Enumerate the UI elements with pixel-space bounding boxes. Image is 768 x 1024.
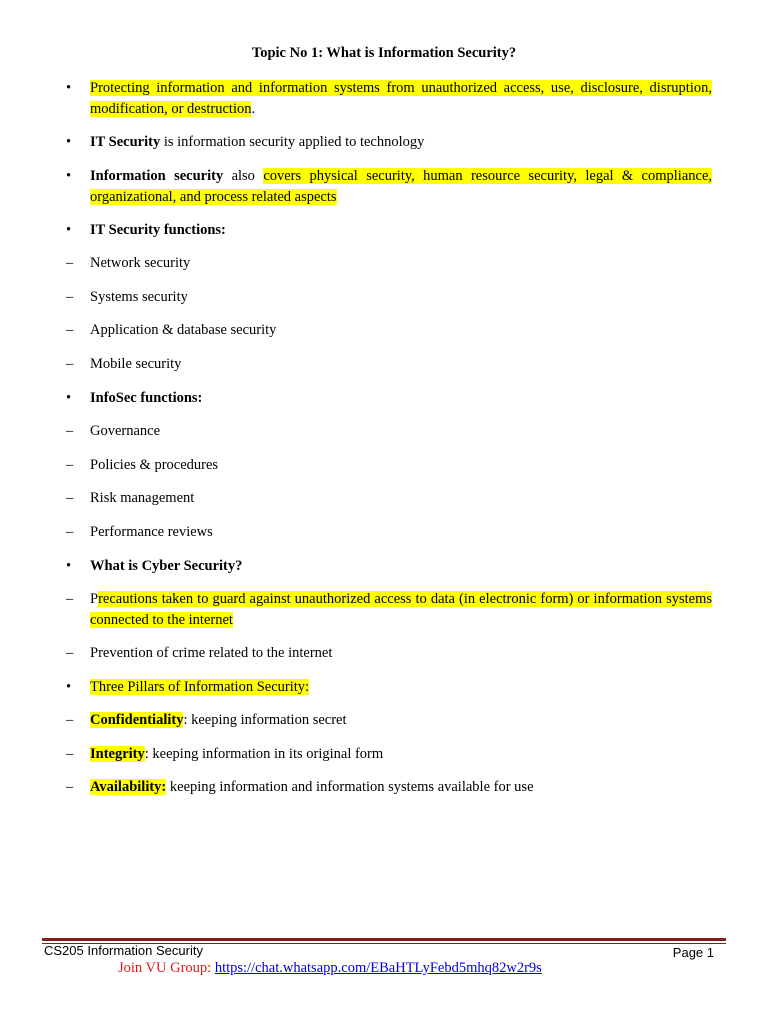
- dash-marker: –: [66, 289, 74, 305]
- list-item: Risk management: [90, 490, 195, 506]
- body-text: is information security applied to technology: [160, 134, 425, 150]
- page-number: Page 1: [672, 945, 714, 960]
- dash-marker: –: [66, 423, 74, 439]
- pillars-heading: [90, 677, 712, 698]
- body-text: also: [223, 168, 264, 184]
- footer-course-title: CS205 Information Security: [44, 943, 203, 958]
- list-item: Application & database security: [90, 322, 277, 338]
- dash-marker: –: [66, 712, 74, 728]
- pillar-term: Confidentiality: [90, 712, 184, 728]
- bold-term: IT Security functions:: [90, 222, 226, 238]
- infosec-functions-heading: [90, 388, 712, 409]
- list-item: Prevention of crime related to the internet: [90, 645, 333, 661]
- bullet-marker: •: [66, 679, 72, 695]
- body-text: : keeping information in its original form: [144, 746, 384, 762]
- bold-term: InfoSec functions:: [90, 390, 203, 406]
- cyber-security-heading: [90, 556, 712, 577]
- highlighted-text: Protecting information and information systems from unauthorized access, use, disclosure, disruption, modification, or destruction: [90, 80, 712, 117]
- bold-term: IT Security: [90, 134, 161, 150]
- pillar-term: Availability:: [90, 779, 167, 795]
- dash-marker: –: [66, 255, 74, 271]
- bullet-marker: •: [66, 134, 72, 150]
- bold-term: Information security: [90, 168, 224, 184]
- whatsapp-group-link[interactable]: https://chat.whatsapp.com/EBaHTLyFebd5mhq82w2r9s: [214, 960, 542, 976]
- list-item: [90, 744, 712, 765]
- page-title: Topic No 1: What is Information Security?: [251, 45, 517, 61]
- body-text: P: [90, 591, 99, 607]
- highlighted-text: Three Pillars of Information Security:: [90, 679, 310, 695]
- highlighted-text: recautions taken to guard against unauthorized access to data (in electronic form) or information systems connected to the internet: [90, 591, 712, 628]
- footer-divider: [42, 938, 726, 941]
- dash-marker: –: [66, 457, 74, 473]
- dash-marker: –: [66, 591, 74, 607]
- bullet-marker: •: [66, 222, 72, 238]
- join-group-line: [118, 960, 542, 977]
- definition-paragraph: [90, 78, 712, 120]
- bullet-marker: •: [66, 168, 72, 184]
- list-item: [90, 589, 712, 631]
- period: .: [251, 101, 256, 117]
- body-text: keeping information and information systems available for use: [166, 779, 534, 795]
- bullet-marker: •: [66, 80, 72, 96]
- highlighted-text: covers physical security, human resource security, legal & compliance, organizational, and process related aspects: [90, 168, 713, 205]
- list-item: Systems security: [90, 289, 188, 305]
- list-item: [90, 710, 712, 731]
- bold-term: What is Cyber Security?: [90, 558, 243, 574]
- join-label: Join VU Group:: [118, 960, 215, 976]
- dash-marker: –: [66, 356, 74, 372]
- list-item: Network security: [90, 255, 191, 271]
- infosec-paragraph: [90, 166, 712, 208]
- list-item: Policies & procedures: [90, 457, 219, 473]
- list-item: Governance: [90, 423, 161, 439]
- body-text: : keeping information secret: [183, 712, 347, 728]
- bullet-marker: •: [66, 558, 72, 574]
- dash-marker: –: [66, 645, 74, 661]
- dash-marker: –: [66, 322, 74, 338]
- dash-marker: –: [66, 490, 74, 506]
- dash-marker: –: [66, 746, 74, 762]
- it-security-paragraph: [90, 132, 712, 153]
- list-item: Performance reviews: [90, 524, 213, 540]
- dash-marker: –: [66, 524, 74, 540]
- list-item: Mobile security: [90, 356, 182, 372]
- dash-marker: –: [66, 779, 74, 795]
- pillar-term: Integrity: [90, 746, 145, 762]
- it-functions-heading: [90, 220, 712, 241]
- bullet-marker: •: [66, 390, 72, 406]
- list-item: [90, 777, 712, 798]
